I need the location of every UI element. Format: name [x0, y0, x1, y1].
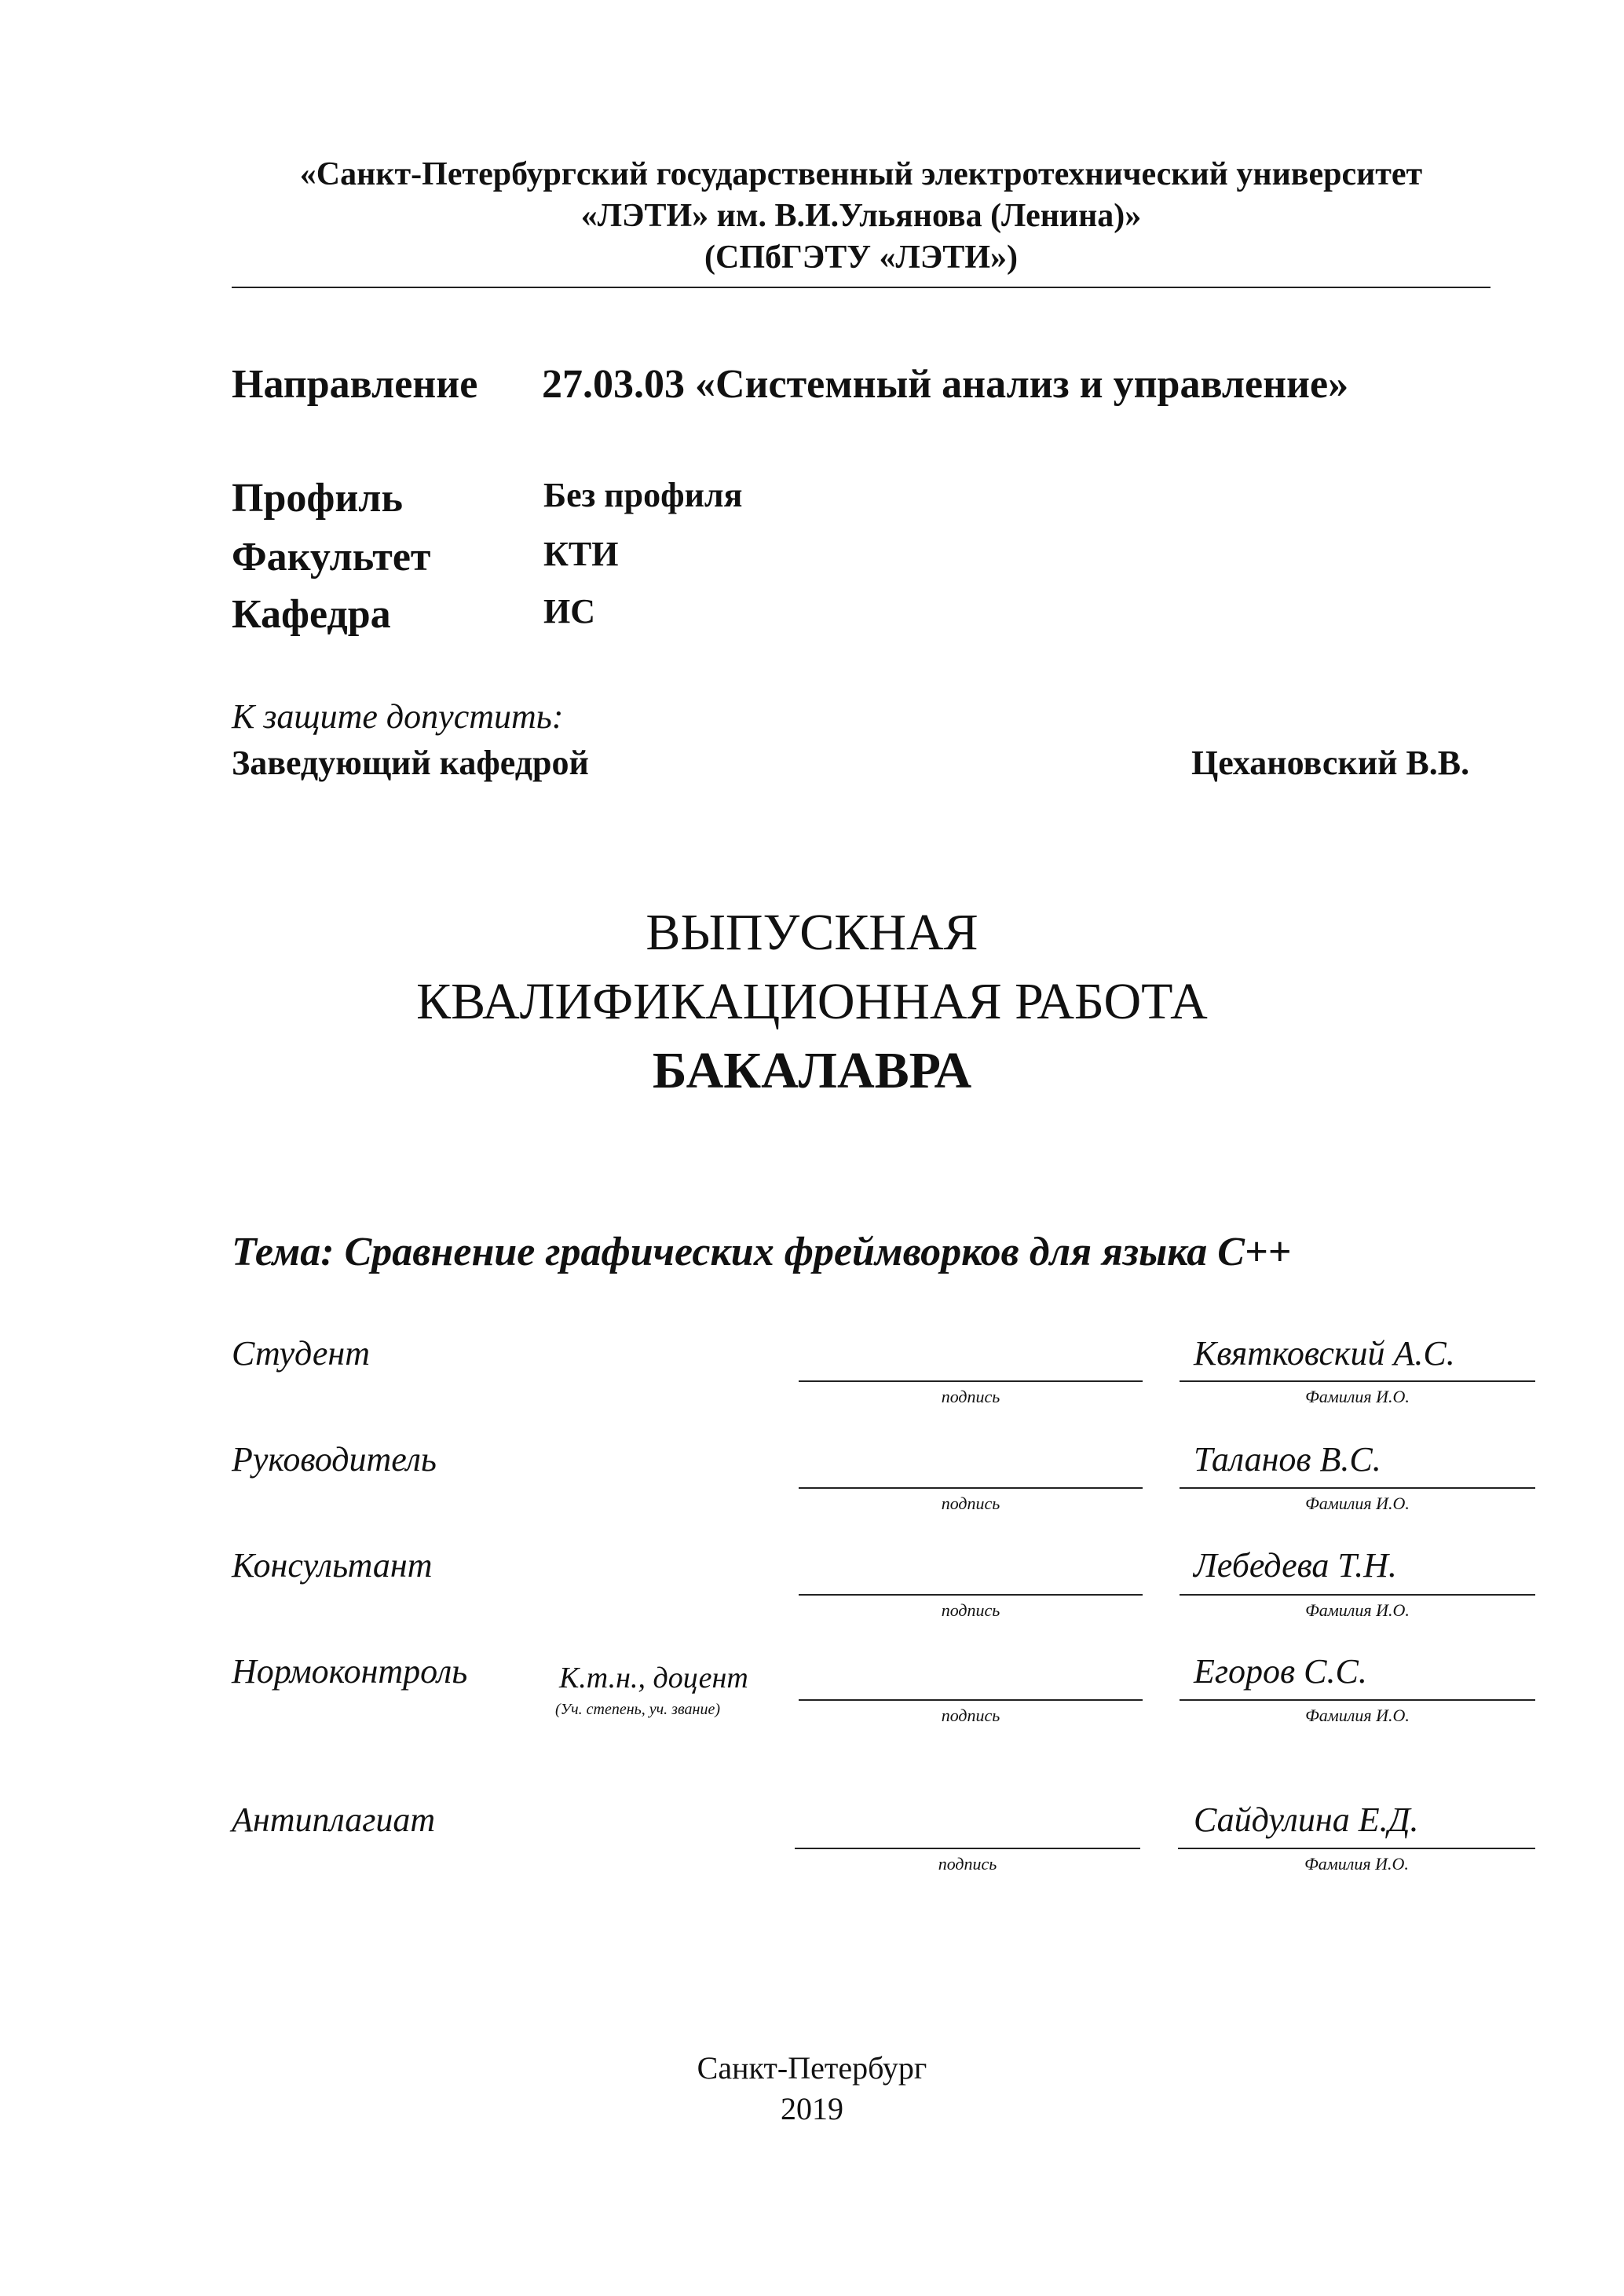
- direction-value: 27.03.03 «Системный анализ и управление»: [542, 362, 1349, 407]
- signature-role-student: Студент: [232, 1334, 370, 1373]
- head-of-department-name: Цехановский В.В.: [1191, 744, 1470, 782]
- signature-caption: подпись: [941, 1387, 1000, 1406]
- signature-line: [799, 1594, 1143, 1596]
- department-label: Кафедра: [232, 592, 391, 637]
- signature-name-norm-control: Егоров С.С.: [1194, 1652, 1367, 1691]
- footer-year: 2019: [781, 2091, 843, 2126]
- thesis-topic: Тема: Сравнение графических фреймворков для языка С++: [232, 1230, 1292, 1274]
- signature-caption: подпись: [941, 1706, 1000, 1725]
- signature-name-supervisor: Таланов В.С.: [1194, 1440, 1381, 1479]
- name-line: [1180, 1594, 1535, 1596]
- name-line: [1180, 1699, 1535, 1701]
- university-name-line2: «ЛЭТИ» им. В.И.Ульянова (Ленина)»: [580, 198, 1142, 234]
- head-of-department-label: Заведующий кафедрой: [232, 744, 589, 782]
- name-caption: Фамилия И.О.: [1304, 1854, 1409, 1874]
- faculty-value: КТИ: [543, 535, 619, 573]
- department-value: ИС: [543, 592, 595, 631]
- signature-name-student: Квятковский А.С.: [1194, 1334, 1455, 1373]
- signature-line: [795, 1848, 1140, 1849]
- name-caption: Фамилия И.О.: [1305, 1600, 1410, 1620]
- signature-role-norm-control: Нормоконтроль: [232, 1652, 468, 1691]
- signature-name-consultant: Лебедева Т.Н.: [1194, 1546, 1397, 1585]
- direction-label: Направление: [232, 362, 478, 407]
- signature-line: [799, 1380, 1143, 1382]
- academic-degree: К.т.н., доцент: [559, 1662, 748, 1695]
- university-name-line1: «Санкт-Петербургский государственный электротехнический университет: [299, 156, 1423, 192]
- work-title-line2: КВАЛИФИКАЦИОННАЯ РАБОТА: [416, 973, 1208, 1030]
- name-caption: Фамилия И.О.: [1305, 1387, 1410, 1406]
- name-caption: Фамилия И.О.: [1305, 1706, 1410, 1725]
- signature-caption: подпись: [938, 1854, 997, 1874]
- name-line: [1180, 1380, 1535, 1382]
- signature-caption: подпись: [941, 1493, 1000, 1513]
- profile-value: Без профиля: [543, 476, 743, 514]
- university-abbreviation: (СПбГЭТУ «ЛЭТИ»): [704, 239, 1018, 276]
- academic-degree-caption: (Уч. степень, уч. звание): [555, 1701, 720, 1718]
- name-line: [1178, 1848, 1535, 1849]
- signature-name-antiplagiarism: Сайдулина Е.Д.: [1194, 1801, 1419, 1839]
- name-caption: Фамилия И.О.: [1305, 1493, 1410, 1513]
- signature-role-supervisor: Руководитель: [232, 1440, 437, 1479]
- work-title-line3: БАКАЛАВРА: [652, 1042, 972, 1099]
- signature-line: [799, 1699, 1143, 1701]
- header-divider: [232, 287, 1490, 288]
- admission-note: К защите допустить:: [232, 697, 564, 736]
- signature-caption: подпись: [941, 1600, 1000, 1620]
- signature-line: [799, 1487, 1143, 1489]
- work-title-line1: ВЫПУСКНАЯ: [646, 904, 978, 961]
- profile-label: Профиль: [232, 476, 403, 521]
- faculty-label: Факультет: [232, 535, 431, 579]
- footer-city: Санкт-Петербург: [697, 2050, 927, 2086]
- name-line: [1180, 1487, 1535, 1489]
- signature-role-consultant: Консультант: [232, 1546, 433, 1585]
- signature-role-antiplagiarism: Антиплагиат: [232, 1801, 436, 1839]
